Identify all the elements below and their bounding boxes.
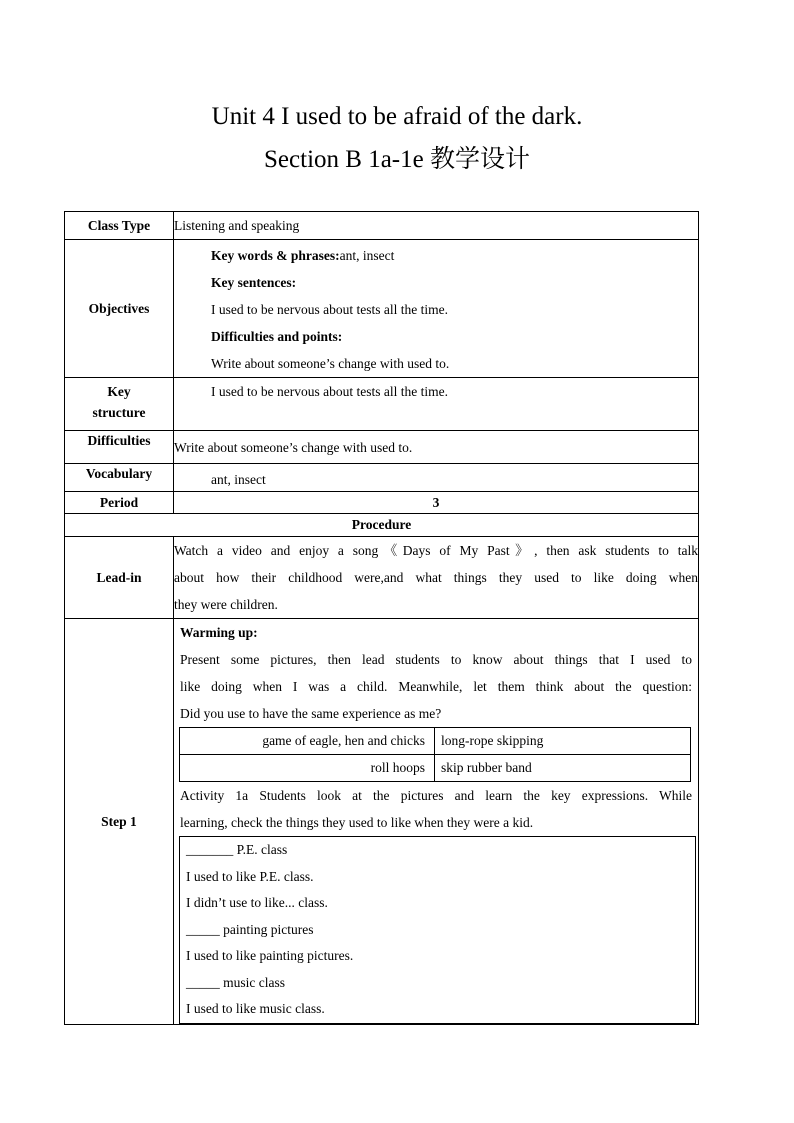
- difficulties-row: [65, 431, 699, 464]
- lead-in-label: Lead-in: [65, 537, 174, 619]
- procedure-row: [65, 514, 699, 537]
- key-words-label: Key words & phrases:: [211, 248, 340, 263]
- difficulties-value: Write about someone’s change with used to.: [174, 431, 699, 464]
- activities-grid: [179, 727, 691, 782]
- vocabulary-label: Vocabulary: [65, 464, 174, 492]
- step-1-content: [174, 619, 699, 1025]
- objectives-label: Objectives: [65, 240, 174, 378]
- warming-up-line-3: Did you use to have the same experience as me?: [180, 706, 442, 721]
- class-type-row: [65, 212, 699, 240]
- class-type-value: Listening and speaking: [174, 212, 699, 240]
- lead-in-line-1: Watch a video and enjoy a song《Days of My Past》, then ask students to talk: [174, 543, 698, 558]
- difficulties-label: Difficulties: [65, 431, 174, 464]
- objectives-row: [65, 240, 699, 378]
- period-row: [65, 492, 699, 514]
- key-structure-value: I used to be nervous about tests all the time.: [211, 384, 448, 399]
- key-structure-content: [174, 378, 699, 431]
- activity-1a-line-2: learning, check the things they used to like when they were a kid.: [180, 815, 534, 830]
- step-1-label: Step 1: [65, 619, 174, 1025]
- difficulties-points-label: Difficulties and points:: [211, 329, 343, 344]
- box-line: I didn’t use to like... class.: [186, 895, 328, 910]
- activity-cell: long-rope skipping: [435, 728, 691, 755]
- warming-up-line-2: like doing when I was a child. Meanwhile, let them think about the question:: [180, 679, 692, 694]
- box-line: _______ P.E. class: [186, 842, 288, 857]
- key-sentences-label: Key sentences:: [211, 275, 297, 290]
- box-line: I used to like painting pictures.: [186, 948, 354, 963]
- activities-grid-row: [180, 728, 691, 755]
- key-words-line: [174, 242, 698, 269]
- activity-cell: skip rubber band: [435, 755, 691, 782]
- objectives-content: [174, 240, 699, 378]
- warming-up-line-1: Present some pictures, then lead students to know about things that I used to: [180, 652, 692, 667]
- activities-grid-row: [180, 755, 691, 782]
- lead-in-content: [174, 537, 699, 619]
- lead-in-line-3: they were children.: [174, 597, 278, 612]
- page-subtitle: Section B 1a-1e 教学设计: [264, 146, 530, 173]
- box-line: _____ painting pictures: [186, 921, 314, 937]
- activity-cell: game of eagle, hen and chicks: [180, 728, 435, 755]
- activity-cell: roll hoops: [180, 755, 435, 782]
- lead-in-line-2: about how their childhood were,and what things they used to like doing when: [174, 570, 698, 585]
- activity-1a-line-1: Activity 1a Students look at the pictures and learn the key expressions. While: [180, 788, 692, 803]
- key-sentences-value: I used to be nervous about tests all the time.: [211, 302, 448, 317]
- lead-in-row: [65, 537, 699, 619]
- box-line: _____ music class: [186, 974, 285, 990]
- key-structure-label: Key structure: [65, 378, 174, 431]
- box-line: I used to like P.E. class.: [186, 868, 314, 884]
- procedure-heading: Procedure: [65, 514, 699, 537]
- difficulties-points-value: Write about someone’s change with used to.: [211, 356, 450, 371]
- step-1-row: [65, 619, 699, 1025]
- page-title: Unit 4 I used to be afraid of the dark.: [211, 103, 583, 130]
- class-type-label: Class Type: [65, 212, 174, 240]
- lesson-plan-table: [64, 211, 699, 1025]
- box-line: I used to like music class.: [186, 1001, 325, 1016]
- vocabulary-value: ant, insect: [174, 464, 699, 492]
- period-value: 3: [174, 492, 699, 514]
- activity-1a-box: [179, 836, 696, 1024]
- warming-up-label: Warming up:: [180, 625, 258, 640]
- key-words-value: ant, insect: [339, 248, 395, 263]
- period-label: Period: [65, 492, 174, 514]
- key-structure-row: [65, 378, 699, 431]
- vocabulary-row: [65, 464, 699, 492]
